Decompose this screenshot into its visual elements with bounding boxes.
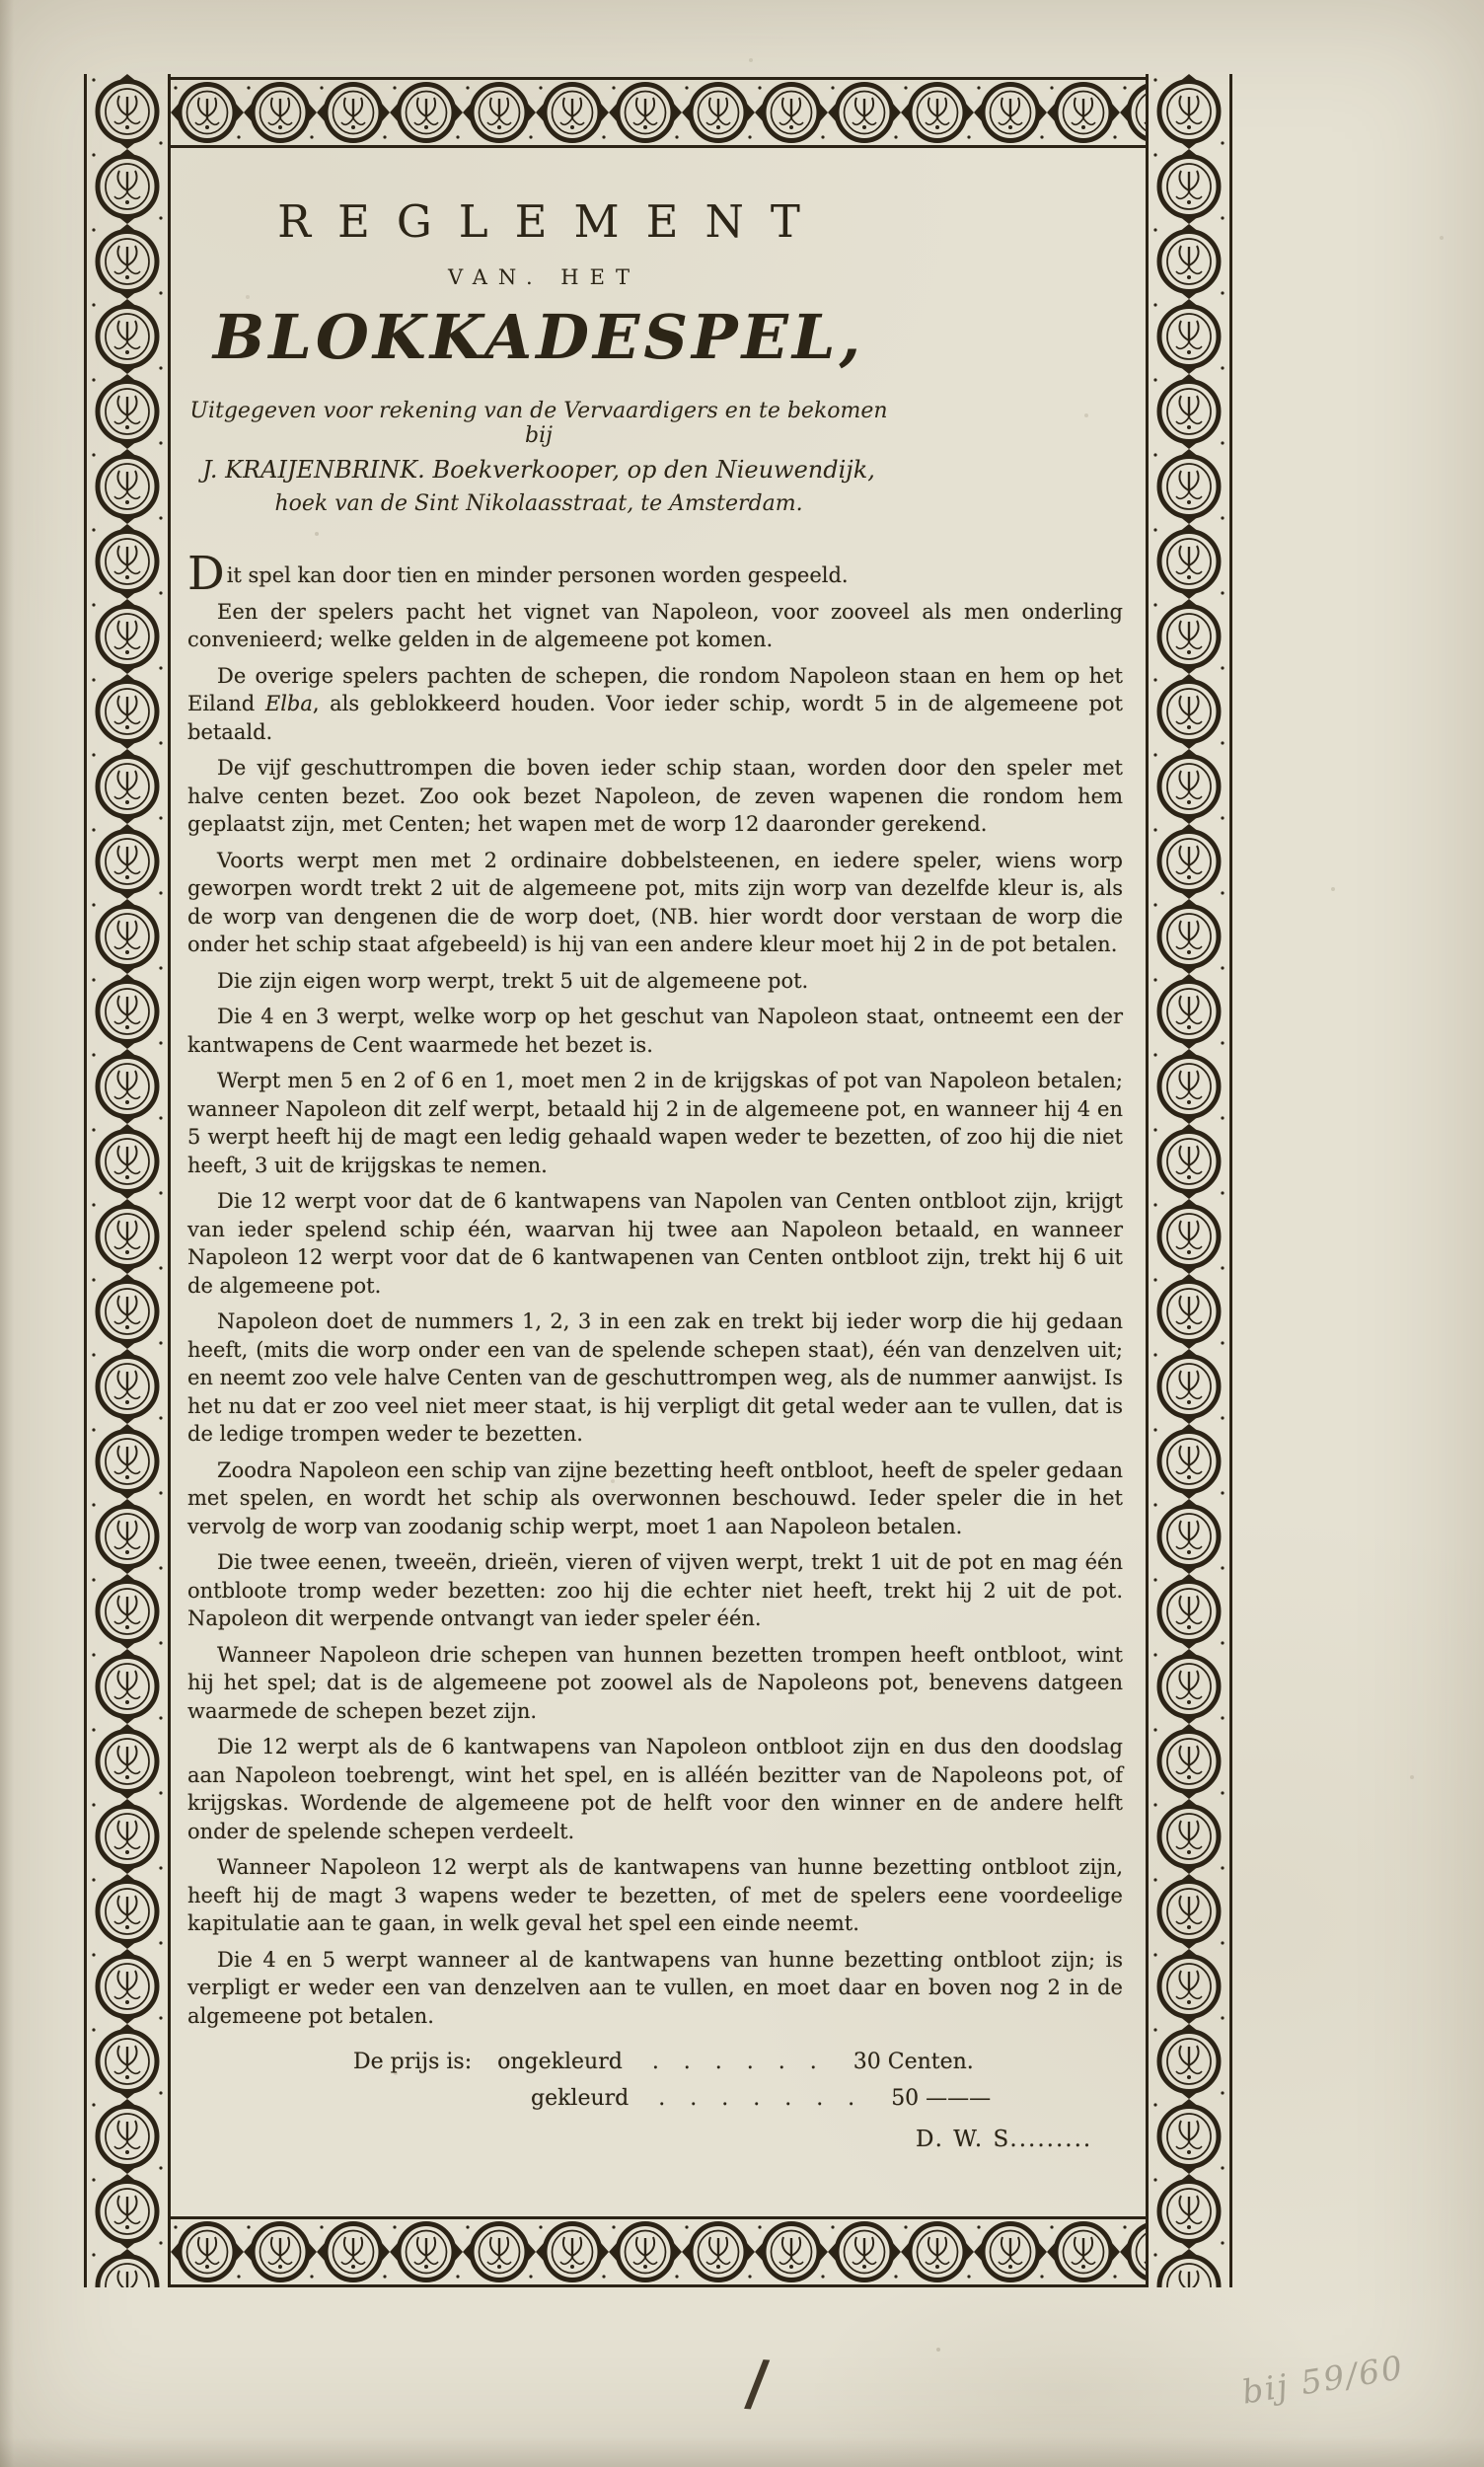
- drop-cap: D: [187, 547, 225, 601]
- rule-paragraph: Die 4 en 3 werpt, welke worp op het geschut van Napoleon staat, ontneemt een der kantwapens de Cent waarmede het bezet is.: [187, 1005, 1123, 1057]
- price-block: [187, 2050, 1123, 2111]
- rule-paragraph: De vijf geschuttrompen die boven ieder schip staan, worden door den speler met halve centen bezet. Zoo ook bezet Napoleon, de zeven wapenen die rondom hem geplaatst zijn, met Centen; het wapen met de worp 12 daaronder gerekend.: [187, 756, 1123, 836]
- rule-paragraph: Wanneer Napoleon 12 werpt als de kantwapens van hunne bezetting ontbloot zijn, heeft hij de magt 3 wapens weder te bezetten, of met de spelers eene voordeelige kapitulatie aan te gaan, in welk geval het spel een einde neemt.: [187, 1855, 1123, 1935]
- price-intro: De prijs is:: [353, 2050, 473, 2074]
- price-leader-dots: . . . . . . .: [658, 2086, 864, 2111]
- rule-paragraph: Die 4 en 5 werpt wanneer al de kantwapens van hunne bezetting ontbloot zijn; is verpligt er weder een van denzelven aan te vullen, en moet daar en boven nog 2 in de algemeene pot betalen.: [187, 1947, 1123, 2028]
- ornamental-border-right: [1146, 74, 1232, 2287]
- pencil-annotation: bij 59/60: [1238, 2348, 1407, 2412]
- price-value-colored: 50 ———: [891, 2086, 992, 2111]
- document-content: [187, 166, 1123, 2152]
- rule-paragraph: Voorts werpt men met 2 ordinaire dobbelsteenen, en iedere speler, wiens worp geworpen wordt trekt 2 uit de algemeene pot, mits zijn worp van dezelfde kleur is, als de worp van dengenen die de worp doet, (NB. hier wordt door verstaan de worp die onder het schip staat afgebeeld) is hij van een andere kleur moet hij 2 in de pot betalen.: [187, 848, 1123, 956]
- rule-paragraph: Zoodra Napoleon een schip van zijne bezetting heeft ontbloot, heeft de speler gedaan met spelen, en wordt het schip als overwonnen beschouwd. Ieder speler die in het vervolg de worp van zoodanig schip werpt, moet 1 aan Napoleon betalen.: [187, 1458, 1123, 1538]
- ornamental-border-left: [84, 74, 171, 2287]
- rule-paragraph: Die zijn eigen worp werpt, trekt 5 uit de algemeene pot.: [217, 968, 809, 993]
- signature-initials: D. W. S.........: [916, 2127, 1093, 2152]
- paper-specks: [0, 0, 2, 2]
- rule-paragraph: Napoleon doet de nummers 1, 2, 3 in een zak en trekt bij ieder worp die hij gedaan heeft, (mits die worp onder een van de spelende schepen staat), één van denzelven uit; en neemt zoo vele halve Centen van de geschuttrompen weg, als de nummer aanwijst. Is het nu dat er zoo veel niet meer staat, is hij verpligt dit getal weder aan te vullen, dat is de ledige trompen weder te bezetten.: [187, 1309, 1123, 1446]
- rule-paragraph: Die 12 werpt voor dat de 6 kantwapens van Napolen van Centen ontbloot zijn, krijgt van ieder spelend schip één, waarvan hij twee aan Napoleon betaald, en wanneer Napoleon 12 werpt voor dat de 6 kantwapenen van Centen ontbloot zijn, trekt hij 6 uit de algemeene pot.: [187, 1189, 1123, 1298]
- imprint-line-1: Uitgegeven voor rekening van de Vervaardigers en te bekomen bij: [189, 399, 888, 448]
- title-reglement: REGLEMENT: [277, 195, 827, 248]
- rule-paragraph: Wanneer Napoleon drie schepen van hunnen bezetten trompen heeft ontbloot, wint hij het spel; dat is de algemeene pot zoowel als de Napoleons pot, benevens datgeen waarmede de schepen bezet zijn.: [187, 1642, 1123, 1723]
- paragraph-emphasis: Elba: [264, 692, 313, 715]
- price-row-uncolored: [187, 2050, 1123, 2074]
- handwritten-slash-mark: /: [743, 2346, 772, 2420]
- title-block: [187, 195, 890, 516]
- rule-paragraph: Een der spelers pacht het vignet van Napoleon, voor zooveel als men onderling convenieerd; welke gelden in de algemeene pot komen.: [187, 599, 1123, 651]
- rule-paragraph: Die twee eenen, tweeën, drieën, vieren of vijven werpt, trekt 1 uit de pot en mag één ontbloote tromp weder bezetten: zoo hij die echter niet heeft, trekt hij 2 uit de pot. Napoleon dit werpende ontvangt van ieder speler één.: [187, 1550, 1123, 1630]
- rule-paragraph: Werpt men 5 en 2 of 6 en 1, moet men 2 in de krijgskas of pot van Napoleon betalen; wanneer Napoleon dit zelf werpt, betaald hij 2 in de algemeene pot, en wanneer hij 4 en 5 werpt heeft hij de magt een ledig gehaald wapen weder te bezetten, of zoo hij die niet heeft, 3 uit de krijgskas te nemen.: [187, 1069, 1123, 1177]
- title-van-het: VAN. HET: [448, 265, 640, 289]
- rule-paragraph: [187, 547, 1123, 601]
- rule-paragraph: Die 12 werpt als de 6 kantwapens van Napoleon ontbloot zijn en dus den doodslag aan Napoleon toebrengt, wint het spel, en is alléén bezitter van de Napoleons pot, of krijgskas. Wordende de algemeene pot de helft voor den winner en de andere helft onder de spelende schepen verdeelt.: [187, 1735, 1123, 1843]
- price-leader-dots: . . . . . .: [651, 2050, 826, 2074]
- price-value-uncolored: 30 Centen.: [853, 2050, 974, 2074]
- imprint-line-2: J. KRAIJENBRINK. Boekverkooper, op den Nieuwendijk,: [202, 456, 875, 484]
- ornamental-border-bottom: [171, 2216, 1146, 2287]
- paragraph-text: , als geblokkeerd houden. Voor ieder schip, wordt 5 in de algemeene pot betaald.: [187, 692, 1123, 744]
- paragraph-text: De overige spelers pachten de schepen, die rondom Napoleon staan en hem op het Eiland: [187, 663, 1123, 715]
- price-row-colored: [187, 2086, 1123, 2111]
- rule-paragraph: [187, 662, 1123, 747]
- rules-text: [187, 547, 1123, 2030]
- ornamental-border-top: [171, 77, 1146, 148]
- imprint-line-3: hoek van de Sint Nikolaasstraat, te Amsterdam.: [274, 491, 803, 516]
- price-item-colored: gekleurd: [531, 2086, 630, 2111]
- price-item-uncolored: ongekleurd: [497, 2050, 623, 2074]
- title-blokkadespel: BLOKKADESPEL,: [212, 301, 865, 373]
- paragraph-text: it spel kan door tien en minder personen worden gespeeld.: [226, 563, 849, 587]
